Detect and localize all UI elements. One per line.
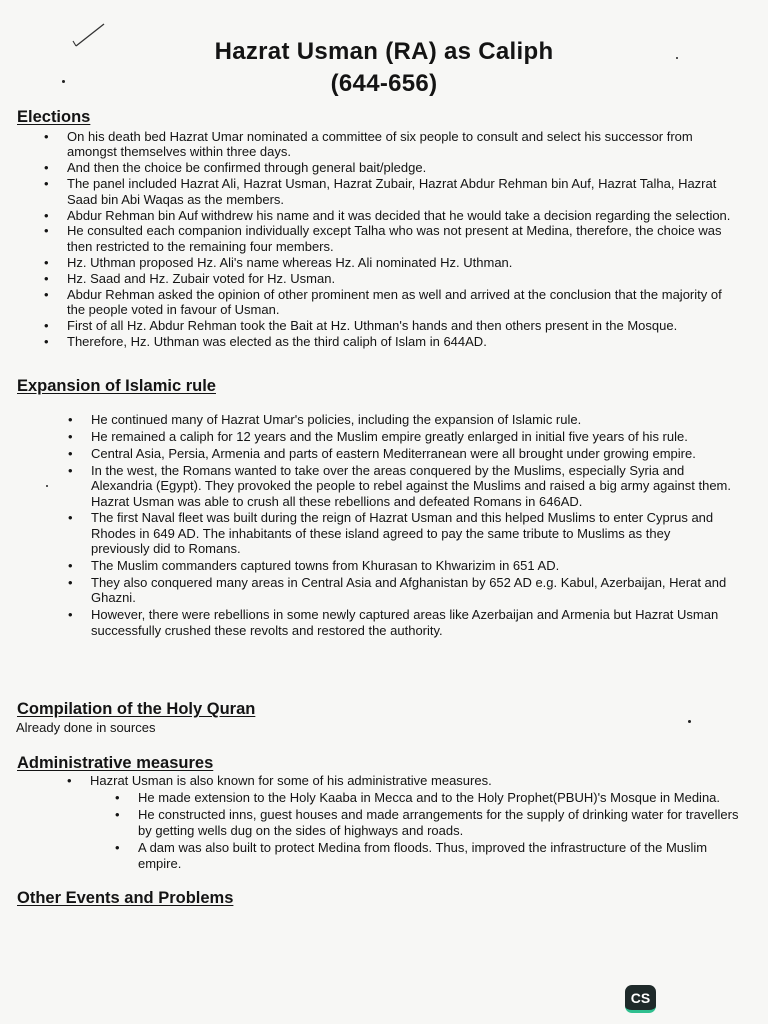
list-item: • A dam was also built to protect Medina from floods. Thus, improved the infrastructure of the Muslim empire. [138, 840, 743, 871]
stray-dot [688, 720, 691, 723]
list-item: • He constructed inns, guest houses and made arrangements for the supply of drinking water for travellers by getting wells dug on the sides of highways and roads. [138, 807, 743, 838]
expansion-list [91, 412, 731, 640]
list-item: • Abdur Rehman bin Auf withdrew his name and it was decided that he would take a decision regarding the selection. [67, 208, 735, 223]
stray-dot [676, 57, 678, 59]
list-item: • Abdur Rehman asked the opinion of other prominent men as well and arrived at the conclusion that the majority of the people voted in favour of Usman. [67, 287, 735, 318]
list-item: • The panel included Hazrat Ali, Hazrat Usman, Hazrat Zubair, Hazrat Abdur Rehman bin Auf, Hazrat Talha, Hazrat Saad bin Abi Waqas as the members. [67, 176, 735, 207]
heading-elections: Elections [17, 108, 91, 126]
heading-compilation: Compilation of the Holy Quran [17, 700, 256, 718]
administrative-intro-list [90, 773, 730, 788]
elections-list [67, 129, 735, 350]
camscanner-logo-icon: CS [625, 985, 656, 1013]
list-item: • On his death bed Hazrat Umar nominated a committee of six people to consult and select his successor from amongst themselves within three days. [67, 129, 735, 160]
list-item: • The first Naval fleet was built during the reign of Hazrat Usman and this helped Muslims to enter Cyprus and Rhodes in 649 AD. The inhabitants of these island agreed to pay the same tribute to Muslims as they previously did to Romans. [91, 510, 731, 556]
list-item: • He remained a caliph for 12 years and the Muslim empire greatly enlarged in initial five years of his rule. [91, 429, 731, 444]
list-item: • They also conquered many areas in Central Asia and Afghanistan by 652 AD e.g. Kabul, Azerbaijan, Herat and Ghazni. [91, 575, 731, 606]
heading-administrative: Administrative measures [17, 754, 214, 772]
heading-other-events: Other Events and Problems [17, 889, 234, 907]
stray-dot [62, 80, 65, 83]
page-subtitle-years: (644-656) [330, 70, 438, 97]
list-item: • He consulted each companion individually except Talha who was not present at Medina, therefore, the choice was then restricted to the remaining four members. [67, 223, 735, 254]
list-item: • Hazrat Usman is also known for some of his administrative measures. [90, 773, 730, 788]
list-item: • In the west, the Romans wanted to take over the areas conquered by the Muslims, especially Syria and Alexandria (Egypt). They provoked the people to rebel against the Muslims and raised a big army against them. Hazrat Usman was able to crush all these rebellions and defeated Romans in 646AD. [91, 463, 731, 509]
list-item: • Therefore, Hz. Uthman was elected as the third caliph of Islam in 644AD. [67, 334, 735, 349]
stray-dot [46, 485, 48, 487]
list-item: • The Muslim commanders captured towns from Khurasan to Khwarizim in 651 AD. [91, 558, 731, 573]
list-item: • Hz. Saad and Hz. Zubair voted for Hz. Usman. [67, 271, 735, 286]
list-item: • He continued many of Hazrat Umar's policies, including the expansion of Islamic rule. [91, 412, 731, 427]
heading-expansion: Expansion of Islamic rule [17, 377, 216, 395]
list-item: • Hz. Uthman proposed Hz. Ali's name whereas Hz. Ali nominated Hz. Uthman. [67, 255, 735, 270]
list-item: • First of all Hz. Abdur Rehman took the Bait at Hz. Uthman's hands and then others present in the Mosque. [67, 318, 735, 333]
list-item: • And then the choice be confirmed through general bait/pledge. [67, 160, 735, 175]
administrative-sublist [138, 790, 743, 873]
page-title: Hazrat Usman (RA) as Caliph [214, 38, 554, 65]
list-item: • However, there were rebellions in some newly captured areas like Azerbaijan and Armenia but Hazrat Usman successfully crushed these revolts and restored the authority. [91, 607, 731, 638]
list-item: • Central Asia, Persia, Armenia and parts of eastern Mediterranean were all brought under growing empire. [91, 446, 731, 461]
list-item: • He made extension to the Holy Kaaba in Mecca and to the Holy Prophet(PBUH)'s Mosque in Medina. [138, 790, 743, 805]
compilation-note: Already done in sources [16, 720, 156, 735]
